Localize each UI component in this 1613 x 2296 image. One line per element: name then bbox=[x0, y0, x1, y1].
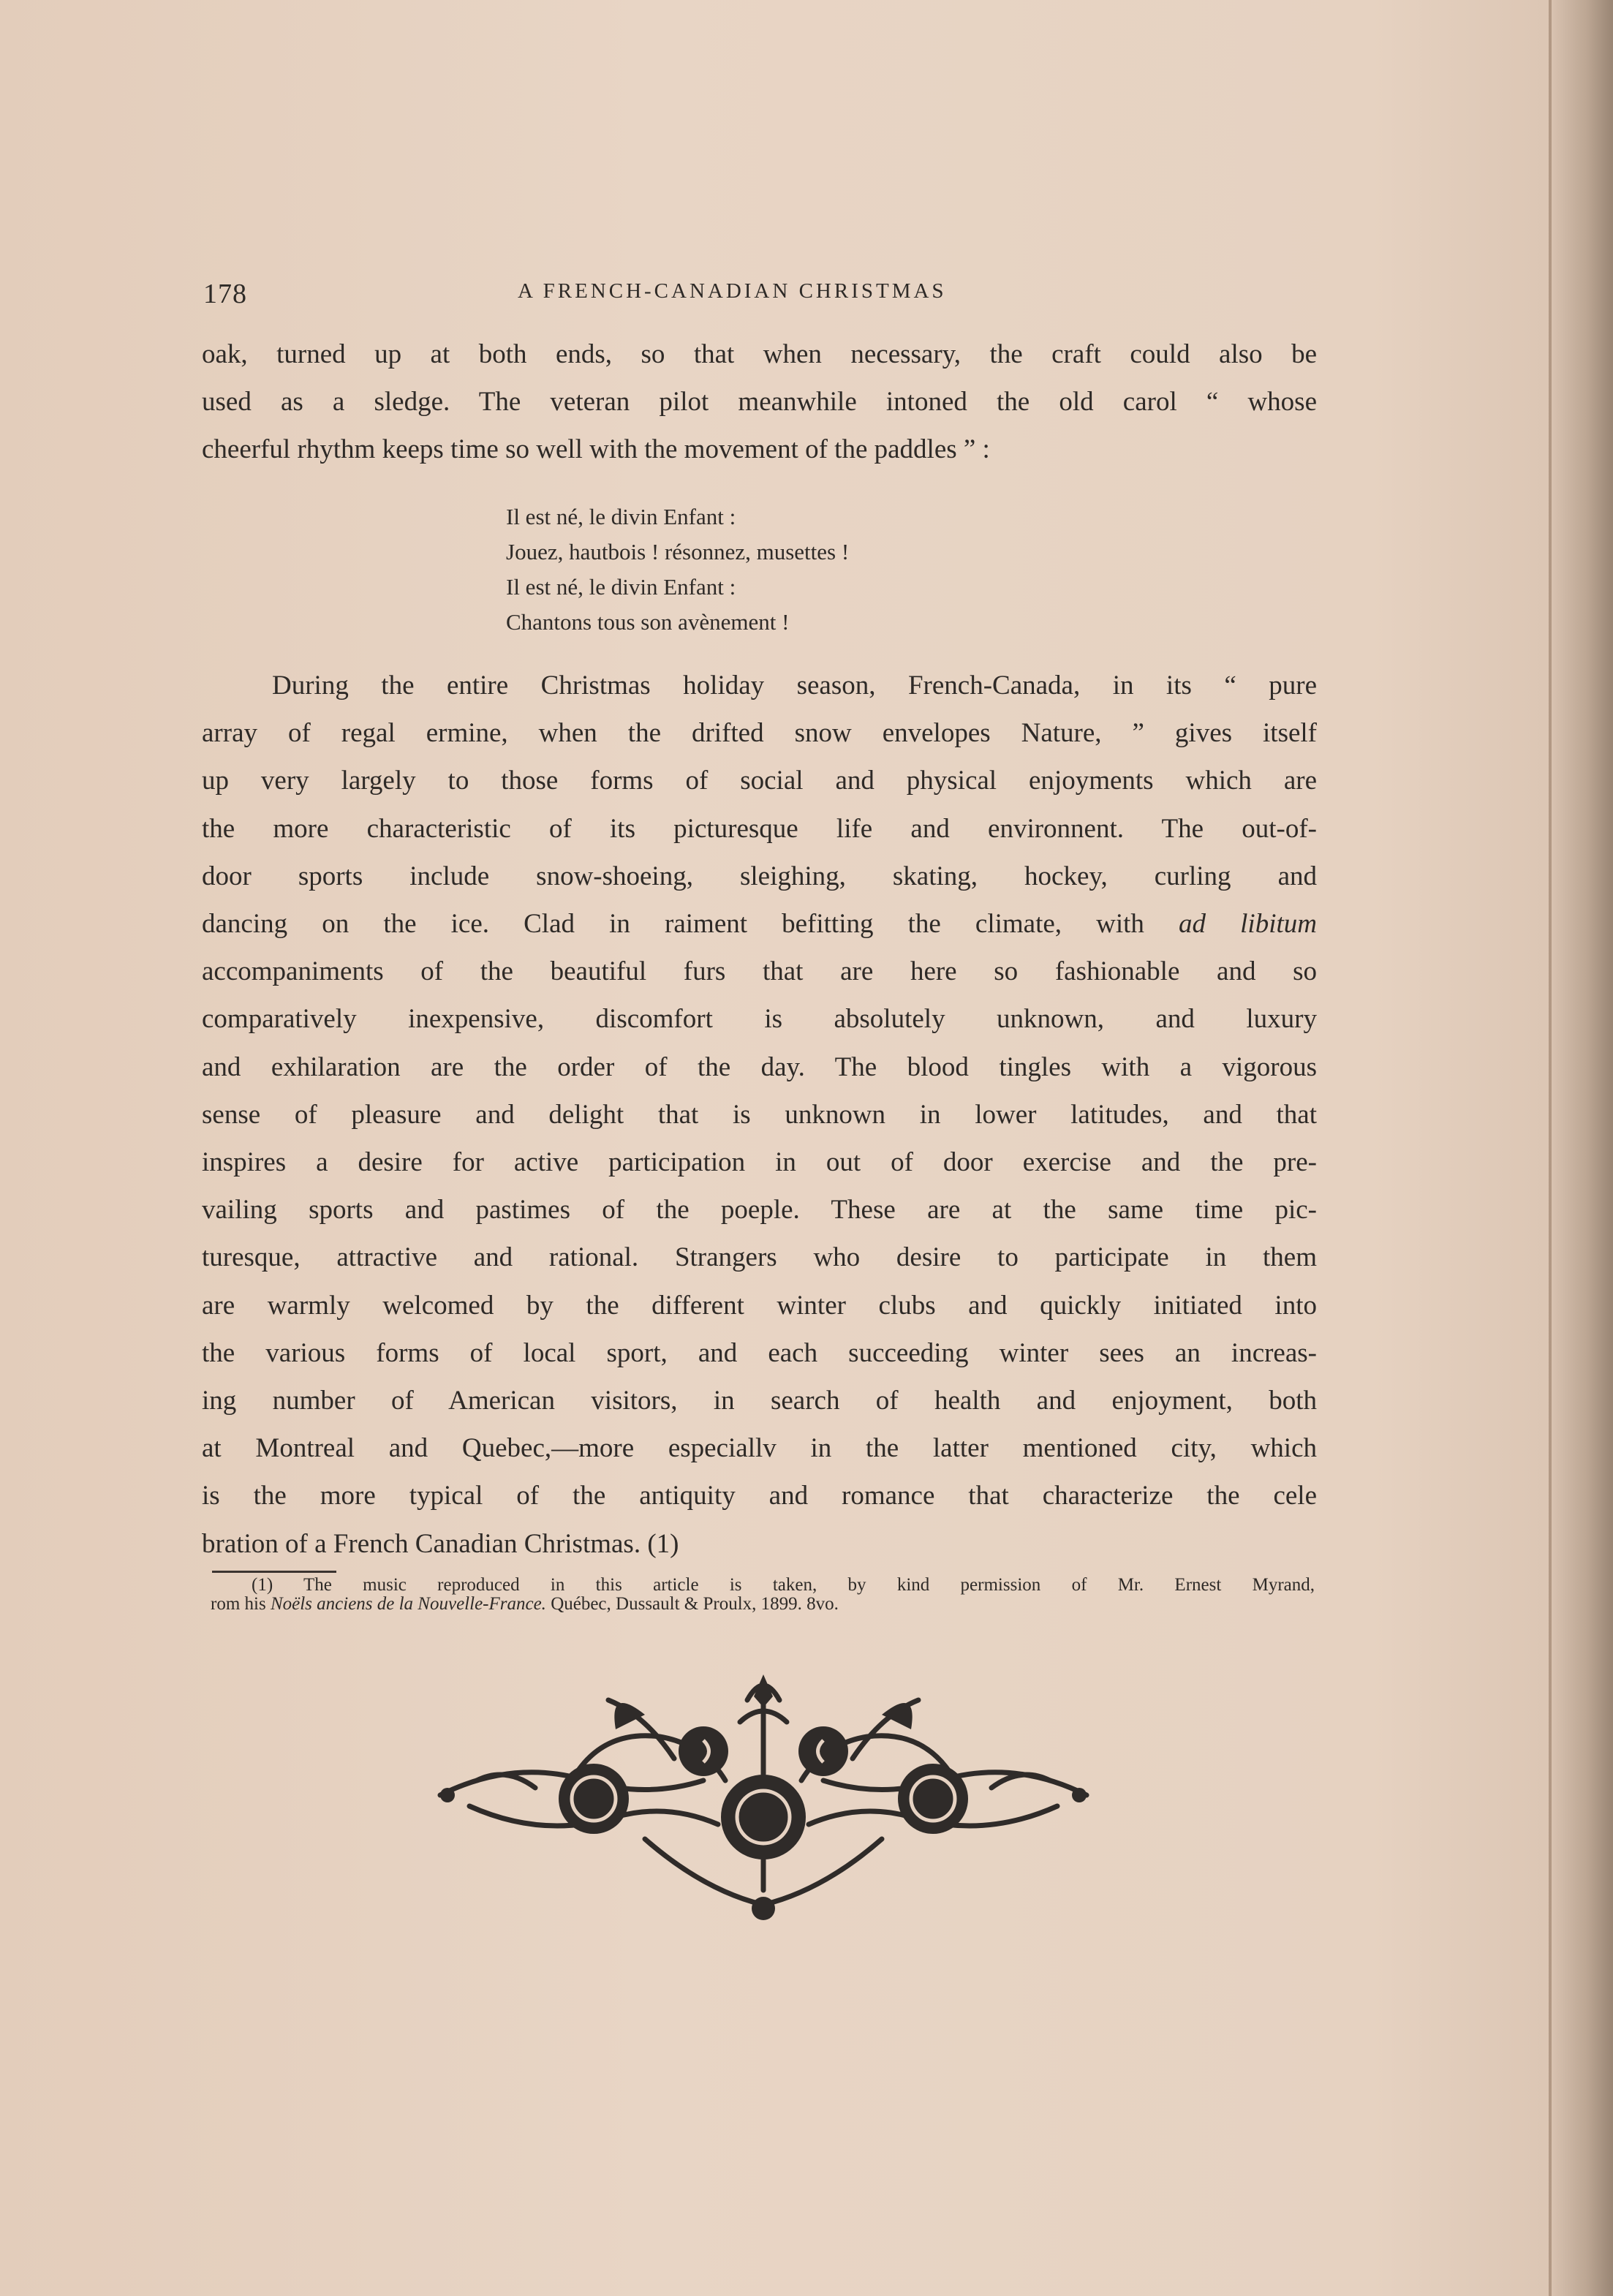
verse-line: Il est né, le divin Enfant : bbox=[506, 504, 736, 529]
text-line: During the entire Christmas holiday season, French-Canada, in its “ pure bbox=[272, 671, 1317, 700]
text-line: the more characteristic of its picturesque life and environnent. The out-of- bbox=[202, 813, 1317, 844]
lead-paragraph bbox=[202, 331, 1317, 474]
text-line: is the more typical of the antiquity and romance that characterize the cele bbox=[202, 1481, 1317, 1511]
text-line: bration of a French Canadian Christmas. (1) bbox=[202, 1528, 679, 1559]
text-run: rom his bbox=[211, 1594, 271, 1614]
carol-verse bbox=[506, 499, 1062, 640]
text-line: are warmly welcomed by the different winter clubs and quickly initiated into bbox=[202, 1290, 1317, 1321]
footnote-line bbox=[211, 1595, 1315, 1614]
page-number: 178 bbox=[203, 279, 247, 309]
italic-phrase: ad libitum bbox=[1179, 909, 1317, 940]
text-line: at Montreal and Quebec,—more especiallv in the latter mentioned city, which bbox=[202, 1433, 1317, 1464]
text-line: accompaniments of the beautiful furs that are here so fashionable and so bbox=[202, 956, 1317, 987]
text-run: Québec, Dussault & Proulx, 1899. 8vo. bbox=[545, 1594, 839, 1614]
running-header bbox=[203, 272, 1300, 316]
text-line: vailing sports and pastimes of the poeple. These are at the same time pic- bbox=[202, 1195, 1317, 1226]
verse-line: Il est né, le divin Enfant : bbox=[506, 574, 736, 600]
footnote bbox=[211, 1576, 1315, 1614]
cherub-scroll-ornament-icon bbox=[426, 1671, 1101, 1923]
text-line: and exhilaration are the order of the day. The blood tingles with a vigorous bbox=[202, 1051, 1317, 1082]
page-edge-shadow bbox=[1547, 0, 1613, 2296]
text-line: oak, turned up at both ends, so that when necessary, the craft could also be bbox=[202, 339, 1317, 369]
text-line: cheerful rhythm keeps time so well with the movement of the paddles ” : bbox=[202, 434, 990, 465]
text-line: door sports include snow-shoeing, sleighing, skating, hockey, curling and bbox=[202, 861, 1317, 891]
text-line: array of regal ermine, when the drifted snow envelopes Nature, ” gives itself bbox=[202, 718, 1317, 749]
text-line: ing number of American visitors, in search of health and enjoyment, both bbox=[202, 1386, 1317, 1416]
text-line: used as a sledge. The veteran pilot meanwhile intoned the old carol “ whose bbox=[202, 387, 1317, 418]
running-title: A FRENCH-CANADIAN CHRISTMAS bbox=[518, 279, 947, 303]
text-run: dancing on the ice. Clad in raiment befitting the climate, with bbox=[202, 909, 1179, 940]
text-line bbox=[202, 900, 1317, 948]
verse-line: Chantons tous son avènement ! bbox=[506, 609, 790, 635]
main-paragraph bbox=[202, 662, 1317, 1568]
text-line: turesque, attractive and rational. Strangers who desire to participate in them bbox=[202, 1242, 1317, 1273]
text-line: up very largely to those forms of social and physical enjoyments which are bbox=[202, 766, 1317, 796]
text-line: comparatively inexpensive, discomfort is absolutely unknown, and luxury bbox=[202, 1004, 1317, 1035]
verse-line: Jouez, hautbois ! résonnez, musettes ! bbox=[506, 539, 850, 564]
text-line: sense of pleasure and delight that is unknown in lower latitudes, and that bbox=[202, 1099, 1317, 1130]
footnote-line: (1) The music reproduced in this article is taken, by kind permission of Mr. Ernest Myrand, bbox=[252, 1575, 1315, 1595]
italic-title: Noëls anciens de la Nouvelle-France. bbox=[270, 1594, 546, 1614]
footnote-rule bbox=[212, 1571, 336, 1573]
text-line: the various forms of local sport, and each succeeding winter sees an increas- bbox=[202, 1337, 1317, 1368]
text-line: inspires a desire for active participation in out of door exercise and the pre- bbox=[202, 1147, 1317, 1178]
